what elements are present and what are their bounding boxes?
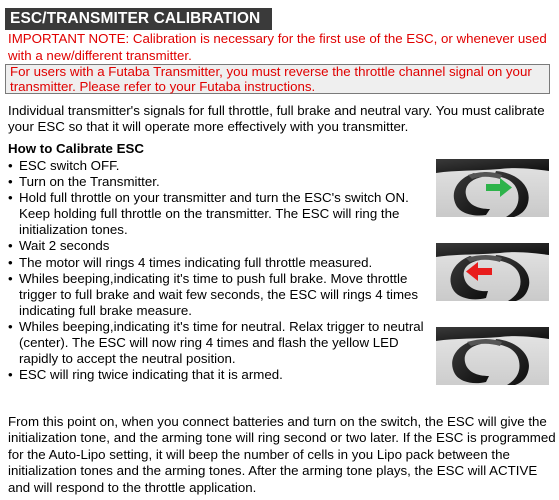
transmitter-trigger-neutral-image xyxy=(436,327,549,385)
section-title: ESC/TRANSMITER CALIBRATION xyxy=(5,8,272,30)
outro-paragraph: From this point on, when you connect batteries and turn on the switch, the ESC will give the initialization tone, and the arming tone will ring second or two later. If the ESC is programmed for the Auto-Lipo setting, it will beep the number of cells in you Lipo pack between the initialization tones and the arming tones. After the arming tone plays, the ESC will ACTIVE and will respond to the throttle application. xyxy=(8,414,556,495)
step-item: • Whiles beeping,indicating it's time for neutral. Relax trigger to neutral (center). The ESC will now ring 4 times and flash the yellow LED rapidly to accept the neutral position. xyxy=(8,319,428,367)
step-item: • ESC will ring twice indicating that it is armed. xyxy=(8,367,428,383)
intro-paragraph: Individual transmitter's signals for full throttle, full brake and neutral vary. You must calibrate your ESC so that it will operate more effectively with you transmitter. xyxy=(8,103,545,135)
calibration-steps xyxy=(8,158,428,383)
step-item: • Wait 2 seconds xyxy=(8,238,428,254)
step-item: • Turn on the Transmitter. xyxy=(8,174,428,190)
transmitter-trigger-full-throttle-image xyxy=(436,159,549,217)
transmitter-trigger-full-brake-image xyxy=(436,243,549,301)
step-item: • The motor will rings 4 times indicating full throttle measured. xyxy=(8,255,428,271)
important-note: IMPORTANT NOTE: Calibration is necessary for the first use of the ESC, or whenever used with a new/different transmitter. xyxy=(8,31,547,63)
step-item: • Hold full throttle on your transmitter and turn the ESC's switch ON. Keep holding full throttle on the transmitter. The ESC will ring the initialization tones. xyxy=(8,190,428,238)
step-item: • ESC switch OFF. xyxy=(8,158,428,174)
step-item: • Whiles beeping,indicating it's time to push full brake. Move throttle trigger to full brake and wait few seconds, the ESC will rings 4 times indicating full brake measure. xyxy=(8,271,428,319)
futaba-note-box: For users with a Futaba Transmitter, you must reverse the throttle channel signal on your transmitter. Please refer to your Futaba instructions. xyxy=(5,64,550,94)
howto-heading: How to Calibrate ESC xyxy=(8,141,144,156)
